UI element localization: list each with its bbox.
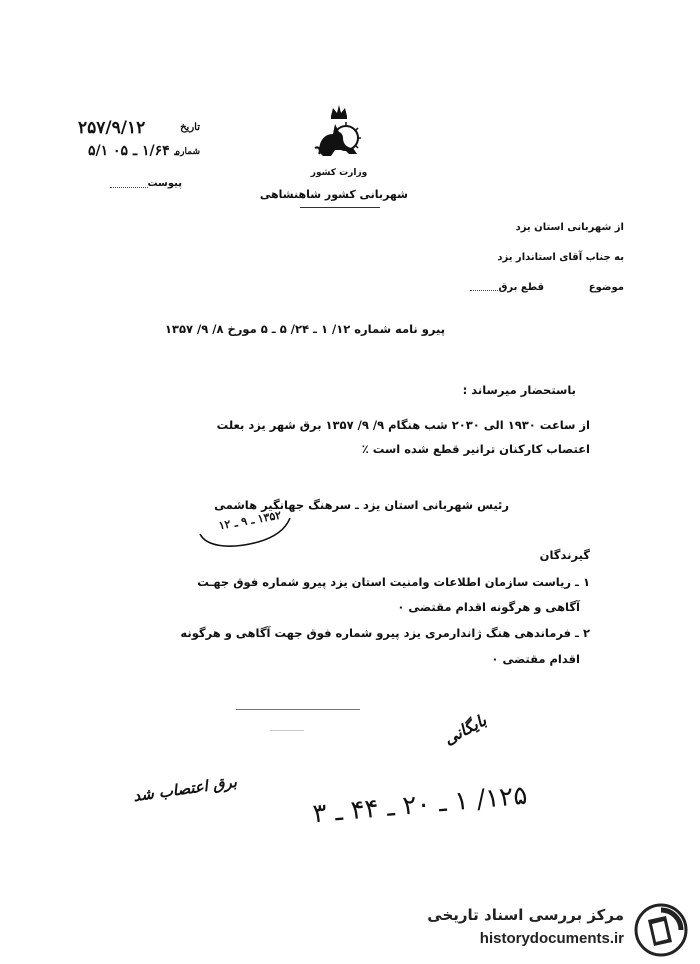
signature-title: رئیس شهربانی استان یزد ـ سرهنگ جهانگیر هاشمی — [214, 498, 509, 512]
body-line-1: از ساعت ۱۹۳۰ الی ۲۰۳۰ شب هنگام ۹/ ۹/ ۱۳۵۷ برق شهر یزد بعلت — [216, 418, 590, 432]
number-block — [88, 143, 200, 165]
recipients-heading: گیرندگان — [539, 548, 590, 562]
number-label: شماره — [175, 147, 200, 157]
reference-line: پیرو نامه شماره ۱۲/ ۱ ـ ۲۴/ ۵ ـ ۵ مورخ ۸/ ۹/ ۱۳۵۷ — [164, 322, 446, 336]
date-value: ۲۵۷/۹/۱۲ — [78, 118, 146, 138]
to-line: به جناب آقای استاندار یزد — [497, 252, 624, 263]
recipient-2-line-2: اقدام مقتضی ۰ — [491, 652, 580, 666]
watermark — [412, 902, 692, 958]
from-line: از شهربانی استان یزد — [515, 222, 624, 233]
attachment-row — [110, 178, 182, 192]
handwritten-date: ۱۳۵۲ ـ ۹ ـ ۱۲ — [217, 508, 283, 533]
lion-and-sun-emblem-icon — [313, 102, 365, 164]
attachment-label: پیوست — [147, 178, 182, 189]
salutation: باستحضار میرساند : — [462, 383, 576, 397]
watermark-url: historydocuments.ir — [479, 930, 624, 947]
police-underline — [300, 207, 380, 208]
number-value: ۵/۱ ـ ۱/۶۴ ـ ۰۵ — [88, 143, 179, 159]
recipient-1-line-1: ۱ ـ ریاست سازمان اطلاعات وامنیت استان یزد پیرو شماره فوق جهـت — [197, 575, 590, 589]
subject-row — [470, 281, 624, 297]
police-label: شهربانی کشور شاهنشاهی — [259, 188, 408, 201]
recipient-2-line-1: ۲ ـ فرماندهی هنگ ژاندارمری یزد پیرو شماره فوق جهت آگاهی و هرگونه — [180, 626, 590, 640]
archive-logo-icon — [634, 902, 688, 958]
divider-line — [236, 709, 360, 710]
watermark-title: مرکز بررسی اسناد تاریخی — [427, 906, 624, 924]
handwritten-initials: بایگانی — [440, 710, 490, 749]
subject-value: قطع برق — [498, 282, 544, 293]
body-line-2: اعتصاب کارکنان ترانیر قطع شده است ٪ — [361, 442, 590, 456]
archive-number: ۱۲۵/ ۱ ـ ۲۰ ـ ۴۴ ـ ۳ — [311, 780, 529, 830]
subject-dots — [470, 290, 498, 291]
ministry-label: وزارت کشور — [310, 168, 368, 178]
date-block — [78, 118, 200, 138]
recipient-1-line-2: آگاهی و هرگونه اقدام مقتضی ۰ — [397, 600, 580, 614]
faint-mark — [270, 730, 304, 731]
handwritten-note: برق اعتصاب شد — [132, 772, 238, 806]
attachment-dots — [110, 187, 148, 188]
subject-label: موضوع — [588, 282, 624, 293]
date-label: تاریخ — [180, 122, 200, 133]
